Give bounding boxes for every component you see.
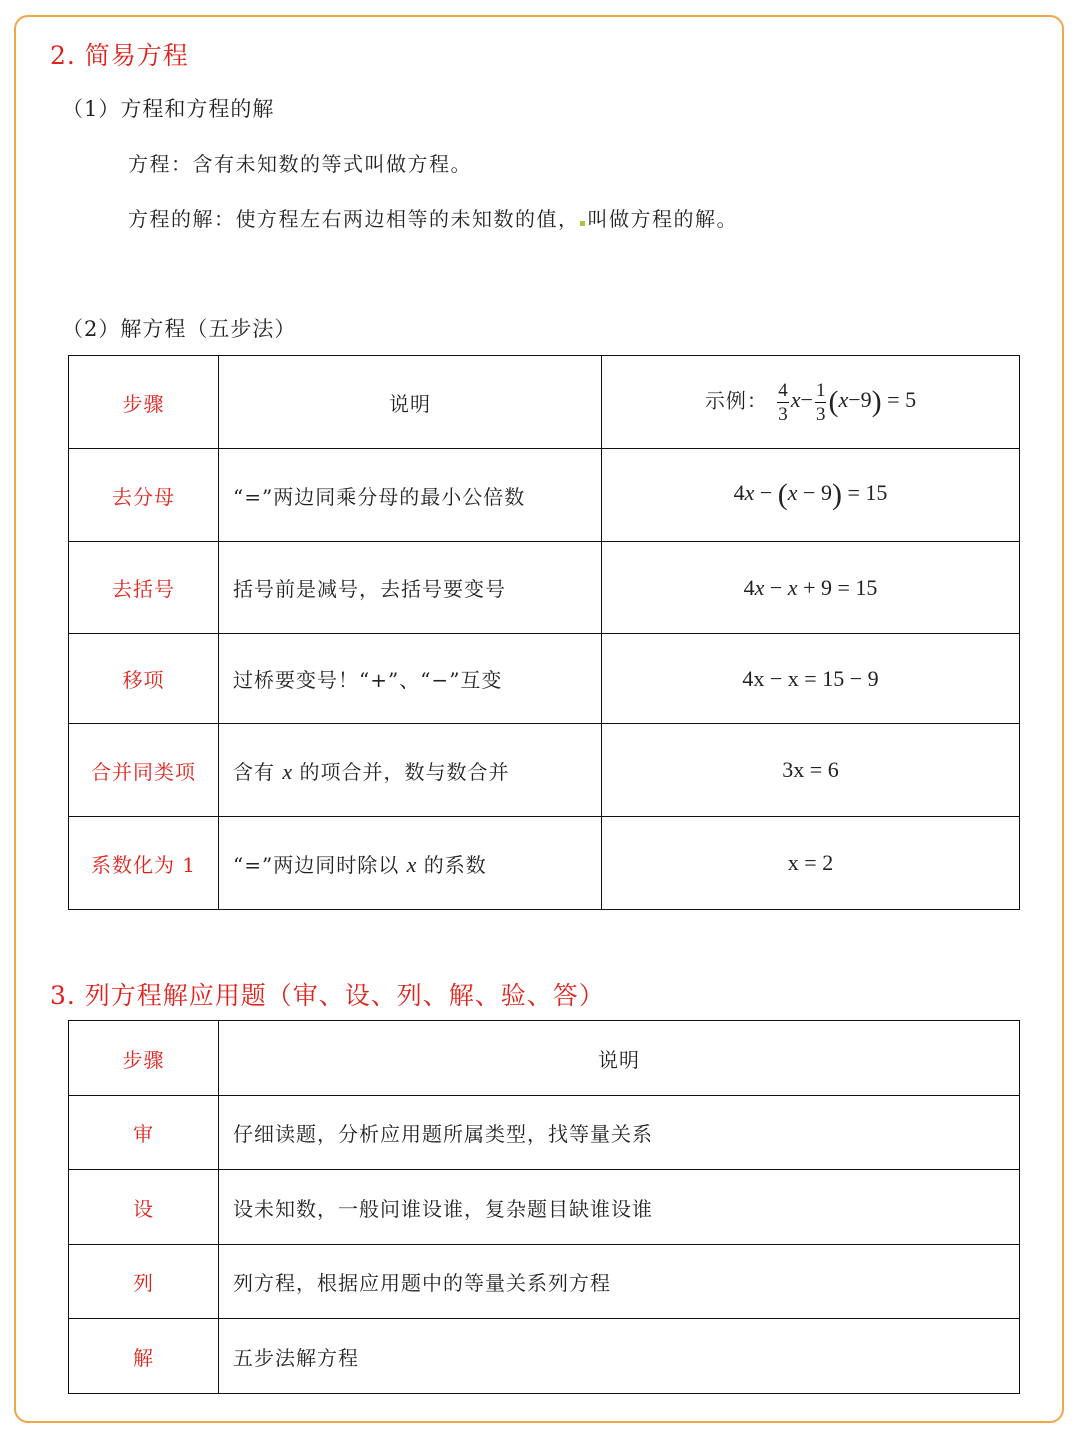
- desc-cell: 过桥要变号！“+”、“−”互变: [219, 634, 602, 724]
- desc-cell: 五步法解方程: [219, 1319, 1020, 1394]
- table-row: [69, 1096, 1020, 1170]
- header-step: 步骤: [69, 1021, 219, 1096]
- equation-definition: 方程：含有未知数的等式叫做方程。: [128, 152, 472, 176]
- desc-cell: 设未知数，一般问谁设谁，复杂题目缺谁设谁: [219, 1170, 1020, 1245]
- var-x: x: [282, 758, 293, 784]
- table-header-row: [69, 356, 1020, 449]
- step-cell: 移项: [69, 634, 219, 724]
- solution-definition-part-b: 叫做方程的解。: [587, 207, 738, 231]
- equation-cell: 3x = 6: [602, 724, 1020, 817]
- desc-cell: 仔细读题，分析应用题所属类型，找等量关系: [219, 1096, 1020, 1170]
- section-2-title: 2. 简易方程: [50, 41, 189, 70]
- desc-cell: 含有 x 的项合并，数与数合并: [219, 724, 602, 817]
- step-cell: 列: [69, 1245, 219, 1319]
- fraction-four-thirds: $\frac{4}{3}$: [778, 379, 788, 425]
- equation-cell: x = 2: [602, 817, 1020, 910]
- header-desc: 说明: [219, 356, 602, 449]
- equation-cell: 4x − (x − 9) = 15: [602, 449, 1020, 542]
- step-cell: 设: [69, 1170, 219, 1245]
- table-row: [69, 634, 1020, 724]
- table-row: [69, 1245, 1020, 1319]
- example-equation: $\frac{4}{3}$ x− $\frac{1}{3}$ (x−9) = 5: [778, 379, 917, 425]
- step-cell: 解: [69, 1319, 219, 1394]
- desc-cell: 列方程，根据应用题中的等量关系列方程: [219, 1245, 1020, 1319]
- solution-definition: [128, 203, 738, 232]
- header-step: 步骤: [69, 356, 219, 449]
- table-row: [69, 1170, 1020, 1245]
- desc-cell: 括号前是减号，去括号要变号: [219, 542, 602, 634]
- solution-definition-part-a: 方程的解：使方程左右两边相等的未知数的值，: [128, 207, 580, 231]
- step-cell: 审: [69, 1096, 219, 1170]
- equation-cell: 4x − x = 15 − 9: [602, 634, 1020, 724]
- step-cell: 去括号: [69, 542, 219, 634]
- header-desc: 说明: [219, 1021, 1020, 1096]
- step-cell: 系数化为 1: [69, 817, 219, 910]
- table-row: [69, 817, 1020, 910]
- desc-cell: “=”两边同乘分母的最小公倍数: [219, 449, 602, 542]
- desc-cell: “=”两边同时除以 x 的系数: [219, 817, 602, 910]
- example-label: 示例：: [704, 388, 768, 413]
- var-x: x: [406, 851, 417, 877]
- highlight-dot: [580, 221, 585, 226]
- five-step-table: [68, 355, 1020, 910]
- fraction-one-third: $\frac{1}{3}$: [815, 379, 826, 425]
- table-row: [69, 449, 1020, 542]
- table-row: [69, 724, 1020, 817]
- step-cell: 去分母: [69, 449, 219, 542]
- subsection-1-title: （1）方程和方程的解: [62, 97, 275, 121]
- table-row: [69, 1319, 1020, 1394]
- subsection-2-title: （2）解方程（五步法）: [62, 317, 297, 341]
- equation-cell: 4x − x + 9 = 15: [602, 542, 1020, 634]
- section-3-title: 3. 列方程解应用题（审、设、列、解、验、答）: [50, 981, 605, 1010]
- step-cell: 合并同类项: [69, 724, 219, 817]
- word-problem-table: [68, 1020, 1020, 1394]
- table-header-row: [69, 1021, 1020, 1096]
- table-row: [69, 542, 1020, 634]
- header-example: [602, 356, 1020, 449]
